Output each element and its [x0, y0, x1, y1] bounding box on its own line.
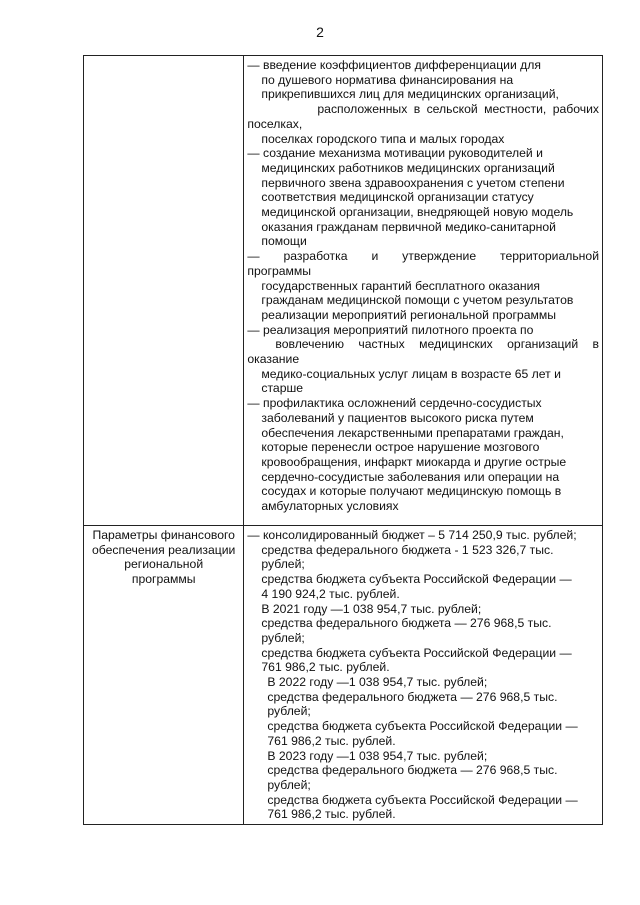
content-line: амбулаторных условиях	[261, 499, 399, 514]
content-line: рублей;	[261, 630, 305, 645]
content-line: 761 986,2 тыс. рублей.	[267, 733, 396, 748]
content-line: по душевого норматива финансирования на	[261, 72, 514, 87]
page-number: 2	[316, 24, 324, 40]
table-row-measures	[84, 56, 603, 526]
content-line: 761 986,2 тыс. рублей.	[261, 660, 390, 675]
content-line: рублей;	[267, 704, 311, 719]
content-line: поселках городского типа и малых городах	[261, 131, 505, 146]
row-label-line: Параметры финансового	[92, 528, 235, 542]
content-line: кровообращения, инфаркт миокарда и другие острые	[261, 454, 567, 469]
content-line: гражданам медицинской помощи с учетом результатов	[261, 293, 574, 308]
content-line: 4 190 924,2 тыс. рублей.	[261, 586, 400, 601]
content-line: — разработка и утверждение территориальной	[247, 249, 599, 264]
row-label-cell	[84, 56, 244, 526]
content-line: — создание механизма мотивации руководителей и	[247, 146, 543, 161]
content-line: которые перенесли острое нарушение мозгового	[261, 440, 540, 455]
content-line: — профилактика осложнений сердечно-сосудистых	[247, 396, 542, 411]
row-label-line: программы	[131, 572, 196, 587]
content-line: средства бюджета субъекта Российской Федерации —	[267, 719, 578, 734]
content-line: — введение коэффициентов дифференциации для	[247, 58, 541, 72]
content-line: средства бюджета субъекта Российской Федерации —	[267, 792, 578, 807]
content-line: соответствия медицинской организации статусу	[261, 190, 534, 205]
content-line: рублей;	[267, 777, 311, 792]
content-line: средства бюджета субъекта Российской Федерации —	[261, 645, 572, 660]
row-label-line: региональной	[124, 557, 204, 572]
content-line: медицинских работников медицинских организаций	[261, 160, 555, 175]
content-line: средства федерального бюджета — 276 968,5 тыс.	[267, 689, 558, 704]
content-line: В 2023 году —1 038 954,7 тыс. рублей;	[267, 748, 488, 763]
content-line: — реализация мероприятий пилотного проекта по	[247, 322, 534, 337]
program-passport-table	[83, 55, 603, 825]
content-line: расположенных в сельской местности, рабочих	[317, 102, 599, 117]
content-line: оказание	[247, 352, 300, 367]
content-line: средства бюджета субъекта Российской Федерации —	[261, 572, 572, 587]
content-line: поселках,	[247, 116, 303, 131]
content-line: В 2022 году —1 038 954,7 тыс. рублей;	[267, 675, 488, 690]
content-line: 761 986,2 тыс. рублей.	[267, 807, 396, 822]
content-line: программы	[247, 263, 312, 278]
content-line: государственных гарантий бесплатного оказания	[261, 278, 541, 293]
content-line: медицинской организации, внедряющей новую модель	[261, 205, 574, 220]
content-line: обеспечения лекарственными препаратами граждан,	[261, 425, 564, 440]
content-line: помощи	[261, 234, 307, 249]
row-content-cell	[244, 526, 603, 825]
content-line: средства федерального бюджета — 276 968,5 тыс.	[261, 616, 552, 631]
content-line: сосудах и которые получают медицинскую помощь в	[261, 484, 562, 499]
content-line: рублей;	[261, 557, 305, 572]
content-line: вовлечению частных медицинских организаций в	[275, 337, 599, 352]
content-line: первичного звена здравоохранения с учетом степени	[261, 175, 565, 190]
content-line: медико-социальных услуг лицам в возрасте 65 лет и	[261, 366, 561, 381]
table-row-financing	[84, 526, 603, 825]
content-line: реализации мероприятий региональной программы	[261, 307, 557, 322]
row-label-cell	[84, 526, 244, 825]
content-line: — консолидированный бюджет – 5 714 250,9 тыс. рублей;	[247, 528, 577, 542]
content-line: прикрепившихся лиц для медицинских организаций,	[261, 87, 559, 102]
content-line: заболеваний у пациентов высокого риска путем	[261, 410, 534, 425]
content-line: старше	[261, 381, 304, 396]
content-line: средства федерального бюджета - 1 523 326,7 тыс.	[261, 542, 554, 557]
content-line: оказания гражданам первичной медико-санитарной	[261, 219, 556, 234]
content-line: сердечно-сосудистые заболевания или операции на	[261, 469, 560, 484]
content-line: В 2021 году —1 038 954,7 тыс. рублей;	[261, 601, 482, 616]
content-line: средства федерального бюджета — 276 968,5 тыс.	[267, 763, 558, 778]
row-content-cell	[244, 56, 603, 526]
row-label-line: обеспечения реализации	[92, 542, 236, 557]
